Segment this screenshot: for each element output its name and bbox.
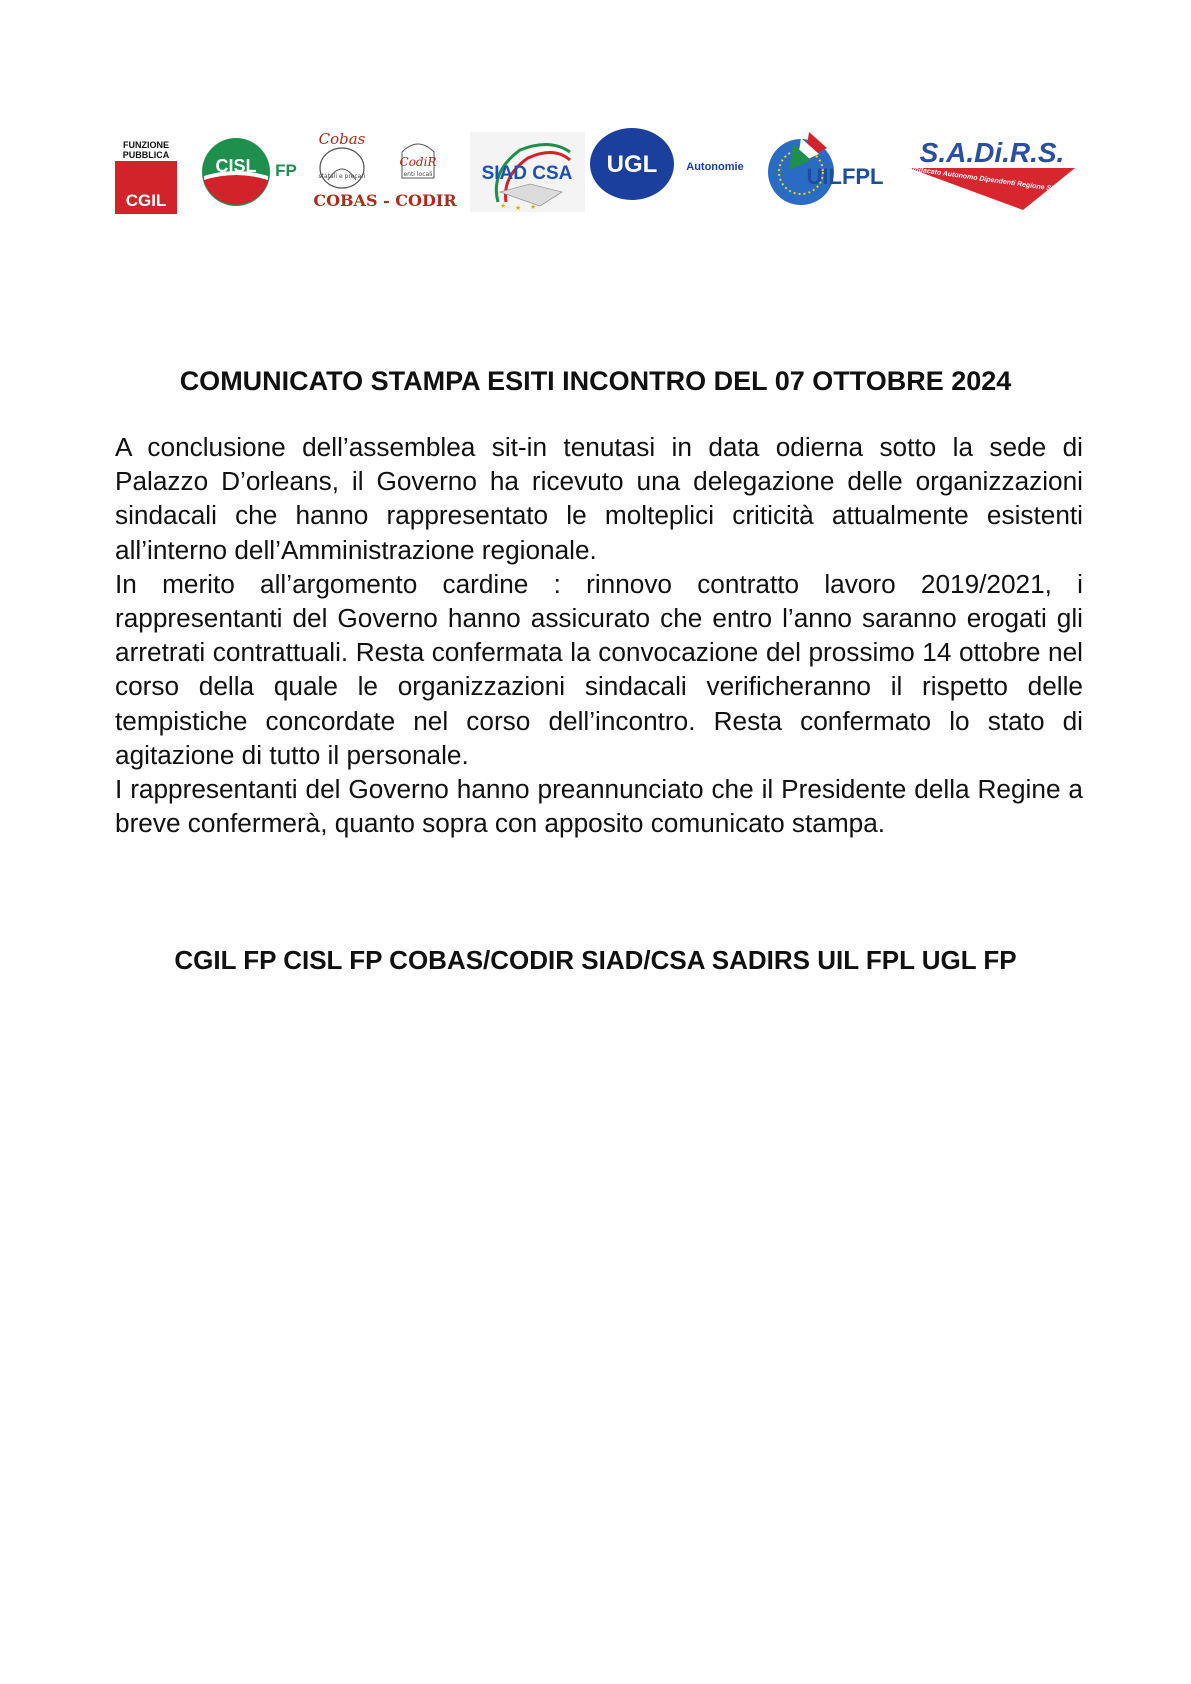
siad-csa-logo (470, 132, 585, 212)
cobas-codir-logo (310, 128, 460, 212)
codir-sub: enti locali (403, 171, 433, 178)
sadirs-logo (905, 134, 1080, 214)
ugl-suffix-text: Autonomie (686, 161, 744, 173)
cisl-main-text: CISL (215, 156, 257, 176)
svg-text:★: ★ (500, 202, 507, 210)
codir-mark: CodiR (399, 155, 437, 169)
document-title: COMUNICATO STAMPA ESITI INCONTRO DEL 07 OTTOBRE 2024 (179, 366, 1012, 396)
siad-text: SIAD CSA (481, 163, 573, 184)
cgil-top-line2: PUBBLICA (122, 150, 170, 160)
cgil-fp-logo (115, 138, 177, 214)
document-body (115, 430, 1083, 840)
cobas-mark: Cobas (318, 130, 366, 148)
ugl-main-text: UGL (606, 151, 658, 178)
paragraph-2: In merito all’argomento cardine : rinnovo contratto lavoro 2019/2021, i rappresentanti del Governo hanno assicurato che entro l’anno saranno erogati gli arretrati contrattuali. Resta confermata la convocazione del prossimo 14 ottobre nel corso della quale le organizzazioni sindacali verificheranno il rispetto delle tempistiche concordate nel corso dell’incontro. Resta confermato lo stato di agitazione di tutto il personale. (115, 568, 1083, 770)
cgil-bottom-text: CGIL (125, 191, 167, 210)
cobas-sub: statali e precari (318, 173, 366, 180)
sadirs-sub-text: Sindacato Autonomo Dipendenti Regione Siciliana (907, 165, 1075, 196)
cobas-caption: COBAS - CODIR (313, 191, 457, 210)
uil-text: UILFPL (806, 164, 884, 189)
paragraph-3: I rappresentanti del Governo hanno preannunciato che il Presidente della Regine a breve confermerà, quanto sopra con apposito comunicato stampa. (115, 774, 1083, 839)
cisl-suffix-text: FP (275, 161, 297, 180)
union-logos-strip (115, 128, 1075, 228)
cgil-top-line1: FUNZIONE (123, 140, 169, 150)
svg-text:★: ★ (515, 204, 522, 212)
svg-text:★: ★ (530, 203, 537, 211)
union-signatures: CGIL FP CISL FP COBAS/CODIR SIAD/CSA SADIRS UIL FPL UGL FP (174, 945, 1017, 975)
uilfpl-logo (765, 130, 895, 212)
paragraph-1: A conclusione dell’assemblea sit-in tenutasi in data odierna sotto la sede di Palazzo D’orleans, il Governo ha ricevuto una delegazione delle organizzazioni sindacali che hanno rappresentato le molteplici criticità attualmente esistenti all’interno dell’Amministrazione regionale. (115, 432, 1083, 565)
cisl-fp-logo (200, 136, 305, 208)
ugl-autonomie-logo (590, 128, 755, 208)
sadirs-main-text: S.A.Di.R.S. (919, 137, 1065, 168)
